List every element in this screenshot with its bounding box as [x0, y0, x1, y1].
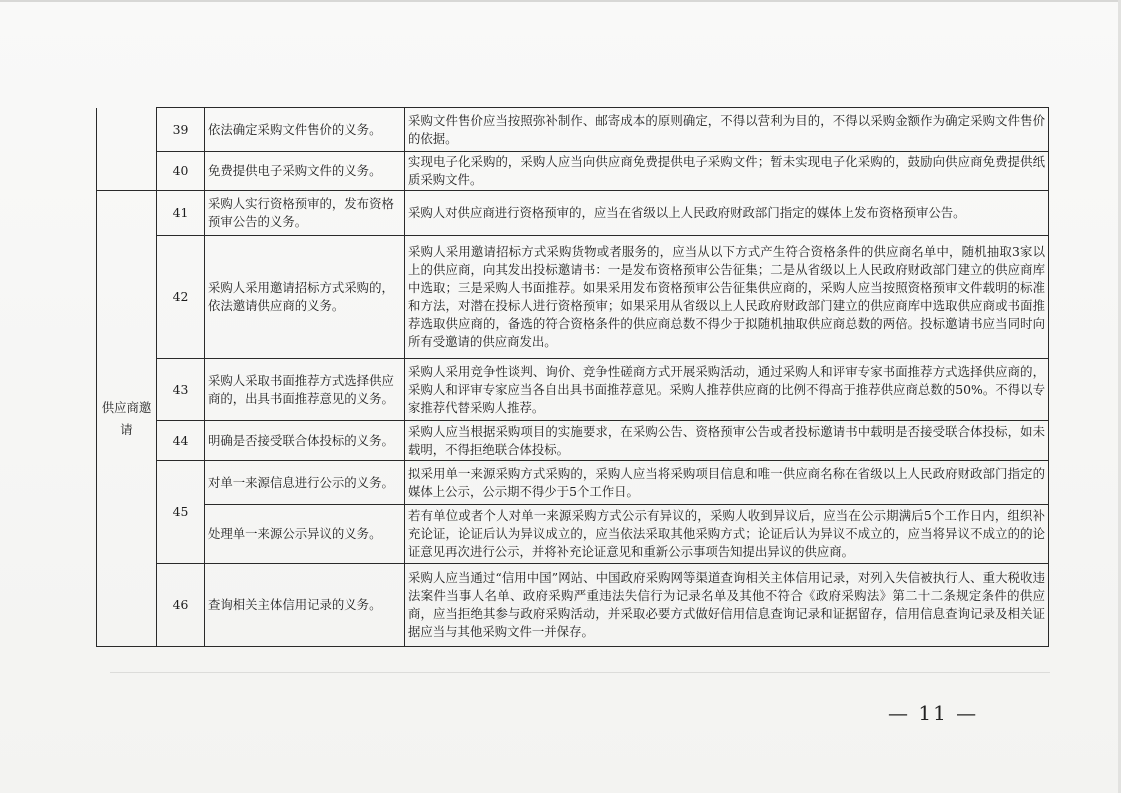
row-number: 42: [157, 236, 205, 359]
requirement-cell: 采购人对供应商进行资格预审的，应当在省级以上人民政府财政部门指定的媒体上发布资格预审公告。: [405, 191, 1049, 236]
row-number: 40: [157, 152, 205, 191]
table-row: [97, 564, 1049, 647]
row-number: 43: [157, 359, 205, 421]
table-row: [97, 461, 1049, 505]
duty-cell: 处理单一来源公示异议的义务。: [205, 505, 405, 564]
duty-cell: 明确是否接受联合体投标的义务。: [205, 421, 405, 461]
duty-cell: 免费提供电子采购文件的义务。: [205, 152, 405, 191]
duty-cell: 依法确定采购文件售价的义务。: [205, 108, 405, 152]
row-number: 45: [157, 461, 205, 564]
requirement-cell: 采购人采用竞争性谈判、询价、竞争性磋商方式开展采购活动，通过采购人和评审专家书面推荐方式选择供应商的，采购人和评审专家应当各自出具书面推荐意见。采购人推荐供应商的比例不得高于推荐供应商总数的50%。不得以专家推荐代替采购人推荐。: [405, 359, 1049, 421]
row-number: 39: [157, 108, 205, 152]
requirement-cell: 采购文件售价应当按照弥补制作、邮寄成本的原则确定，不得以营利为目的，不得以采购金额作为确定采购文件售价的依据。: [405, 108, 1049, 152]
category-cell-empty: [97, 108, 157, 152]
table-row: [97, 152, 1049, 191]
page-number: — 11 —: [888, 701, 979, 725]
requirement-cell: 若有单位或者个人对单一来源采购方式公示有异议的，采购人收到异议后，应当在公示期满后5个工作日内，组织补充论证，论证后认为异议成立的，应当依法采取其他采购方式；论证后认为异议不成立的，应当将异议不成立的的论证意见再次进行公示，并将补充论证意见和重新公示事项告知提出异议的供应商。: [405, 505, 1049, 564]
duty-cell: 查询相关主体信用记录的义务。: [205, 564, 405, 647]
row-number: 46: [157, 564, 205, 647]
table-row: [97, 108, 1049, 152]
duty-cell: 采购人采用邀请招标方式采购的，依法邀请供应商的义务。: [205, 236, 405, 359]
duty-cell: 采购人采取书面推荐方式选择供应商的，出具书面推荐意见的义务。: [205, 359, 405, 421]
table-row: [97, 421, 1049, 461]
requirement-cell: 采购人采用邀请招标方式采购货物或者服务的，应当从以下方式产生符合资格条件的供应商名单中，随机抽取3家以上的供应商，向其发出投标邀请书：一是发布资格预审公告征集；二是从省级以上人民政府财政部门建立的供应商库中选取；三是采购人书面推荐。如果采用发布资格预审公告征集供应商的，采购人应当按照资格预审文件载明的标准和方法，对潜在投标人进行资格预审；如果采用从省级以上人民政府财政部门建立的供应商库中选取供应商或书面推荐选取供应商的，备选的符合资格条件的供应商总数不得少于拟随机抽取供应商总数的两倍。投标邀请书应当同时向所有受邀请的供应商发出。: [405, 236, 1049, 359]
scan-edge-top: [0, 0, 1121, 2]
footer-divider: [110, 672, 1050, 673]
row-number: 41: [157, 191, 205, 236]
duty-cell: 对单一来源信息进行公示的义务。: [205, 461, 405, 505]
requirement-cell: 采购人应当根据采购项目的实施要求，在采购公告、资格预审公告或者投标邀请书中载明是否接受联合体投标，如未载明，不得拒绝联合体投标。: [405, 421, 1049, 461]
table-row: [97, 236, 1049, 359]
category-cell: 供应商邀请: [97, 191, 157, 647]
table-row: [97, 505, 1049, 564]
table-row: [97, 191, 1049, 236]
requirement-cell: 实现电子化采购的，采购人应当向供应商免费提供电子采购文件；暂未实现电子化采购的，鼓励向供应商免费提供纸质采购文件。: [405, 152, 1049, 191]
table-row: [97, 359, 1049, 421]
requirement-cell: 采购人应当通过“信用中国”网站、中国政府采购网等渠道查询相关主体信用记录，对列入失信被执行人、重大税收违法案件当事人名单、政府采购严重违法失信行为记录名单及其他不符合《政府采购法》第二十二条规定条件的供应商，应当拒绝其参与政府采购活动，并采取必要方式做好信用信息查询记录和证据留存，信用信息查询记录及相关证据应当与其他采购文件一并保存。: [405, 564, 1049, 647]
duty-cell: 采购人实行资格预审的，发布资格预审公告的义务。: [205, 191, 405, 236]
requirement-cell: 拟采用单一来源采购方式采购的，采购人应当将采购项目信息和唯一供应商名称在省级以上人民政府财政部门指定的媒体上公示，公示期不得少于5个工作日。: [405, 461, 1049, 505]
obligations-table: [96, 107, 1049, 647]
row-number: 44: [157, 421, 205, 461]
category-cell-empty: [97, 152, 157, 191]
